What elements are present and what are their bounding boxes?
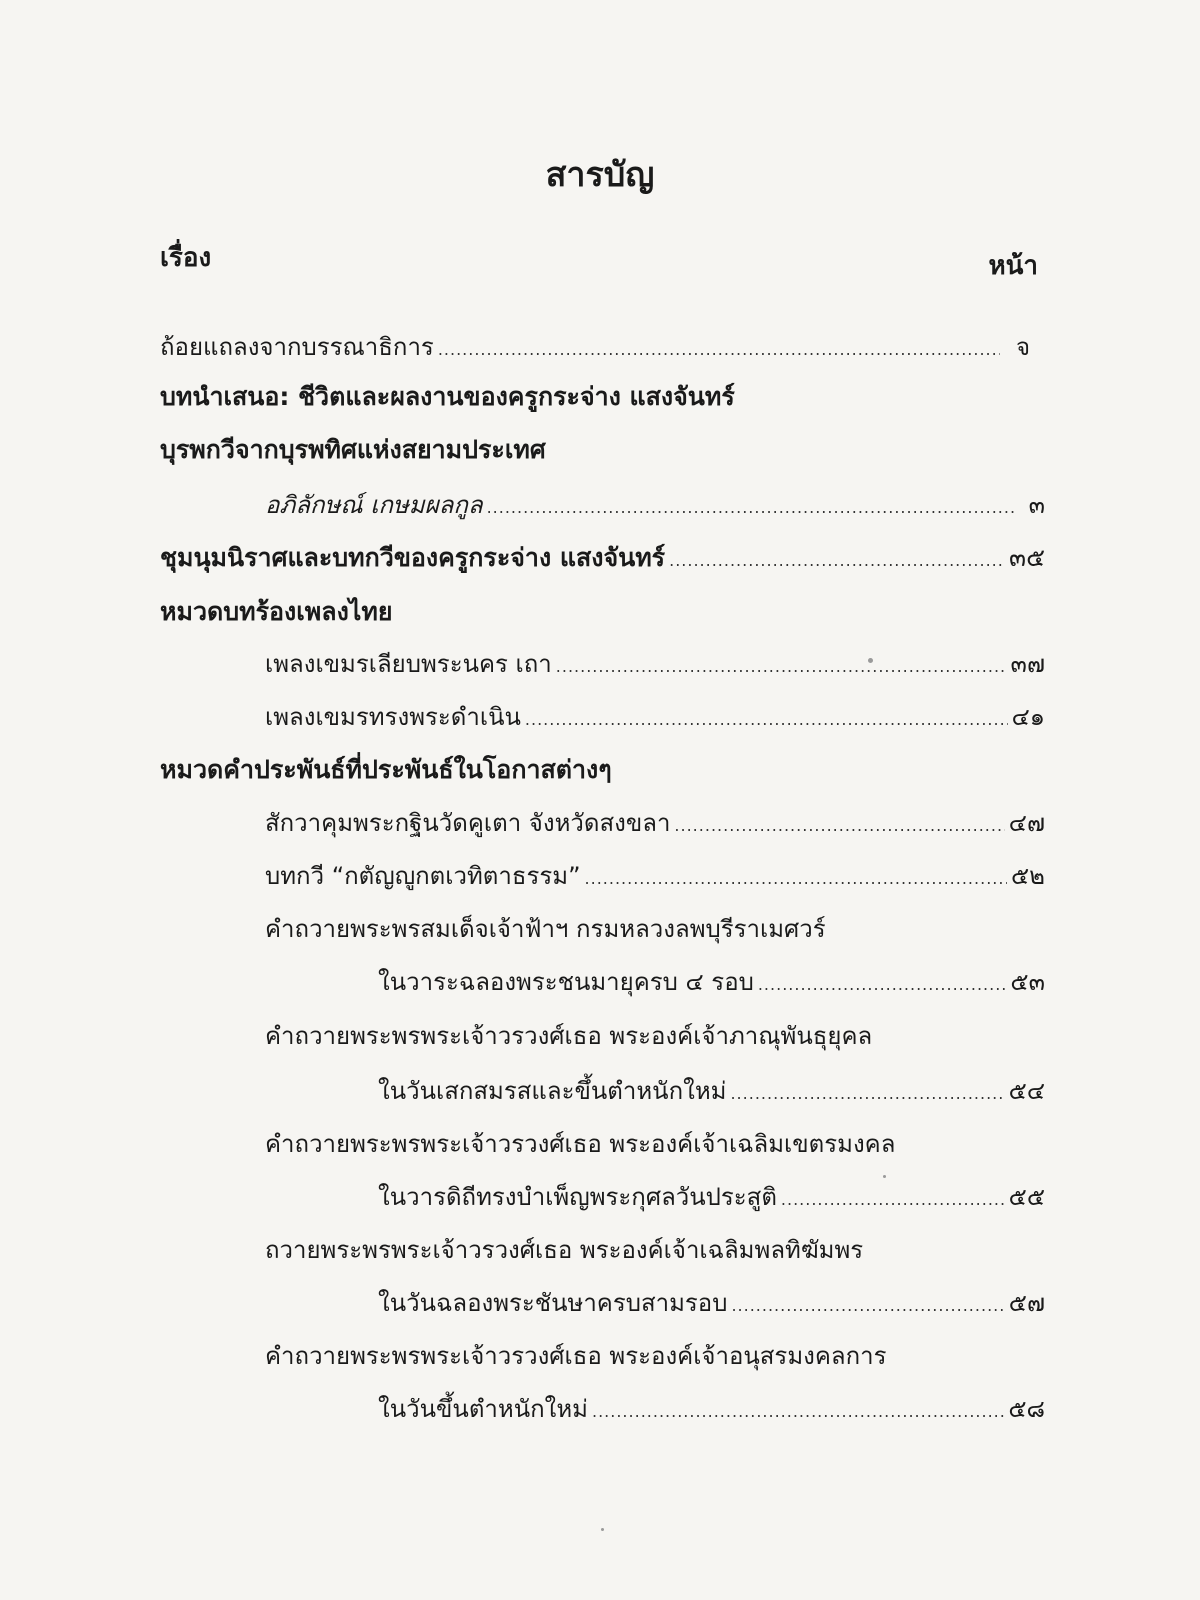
toc-entry[interactable] [160,538,1045,581]
toc-entry-label[interactable]: คำถวายพระพรพระเจ้าวรวงศ์เธอ พระองค์เจ้าอนุสรมงคลการ [265,1342,887,1370]
toc-section-heading[interactable]: หมวดคำประพันธ์ที่ประพันธ์ในโอกาสต่างๆ [160,755,612,784]
toc-entry-label[interactable]: คำถวายพระพรพระเจ้าวรวงศ์เธอ พระองค์เจ้าภาณุพันธุยุคล [265,1022,873,1050]
toc-leader-dots [781,1180,1005,1220]
column-header-topic: เรื่อง [160,243,212,273]
toc-entry-page: ๕๘ [1008,1395,1045,1423]
toc-entry-label[interactable]: ถวายพระพรพระเจ้าวรวงศ์เธอ พระองค์เจ้าเฉลิมพลทิฆัมพร [265,1236,864,1264]
toc-entry[interactable] [265,485,1045,528]
toc-entry[interactable] [160,327,1030,370]
toc-leader-dots [556,647,1007,687]
toc-entry-label: ชุมนุมนิราศและบทกวีของครูกระจ่าง แสงจันทร์ [160,543,666,572]
toc-leader-dots [669,541,1005,581]
toc-entry-label: ถ้อยแถลงจากบรรณาธิการ [160,333,434,361]
toc-entry-label[interactable]: คำถวายพระพรพระเจ้าวรวงศ์เธอ พระองค์เจ้าเฉลิมเขตรมงคล [265,1130,896,1158]
toc-entry-page: ๔๑ [1011,703,1045,731]
toc-entry-page: ๕๗ [1008,1289,1045,1317]
toc-leader-dots [731,1286,1004,1326]
toc-entry[interactable] [265,803,1045,846]
toc-entry-page: จ [1015,333,1030,361]
toc-entry-label: เพลงเขมรเลียบพระนคร เถา [265,650,552,678]
toc-entry[interactable] [378,962,1045,1005]
toc-entry-page: ๓ [1028,491,1045,519]
toc-entry-label: อภิลักษณ์ เกษมผลกูล [265,491,483,519]
toc-entry-page: ๓๕ [1008,543,1045,572]
toc-leader-dots [525,700,1008,740]
toc-leader-dots [585,859,1008,899]
toc-entry[interactable] [378,1071,1045,1114]
toc-entry-label: ในวันเสกสมรสและขึ้นตำหนักใหม่ [378,1077,727,1105]
page-title: สารบัญ [545,155,655,195]
toc-entry[interactable] [265,644,1045,687]
toc-leader-dots [438,330,1000,370]
toc-entry-page: ๕๓ [1010,968,1045,996]
toc-section-heading[interactable]: บทนำเสนอ: ชีวิตและผลงานของครูกระจ่าง แสงจันทร์ [160,382,735,411]
toc-entry[interactable] [378,1389,1045,1432]
toc-entry[interactable] [265,697,1045,740]
toc-entry-label: บทกวี “กตัญญูกตเวทิตาธรรม” [265,862,581,890]
toc-section-heading[interactable]: หมวดบทร้องเพลงไทย [160,597,393,626]
toc-entry[interactable] [265,856,1045,899]
toc-entry-page: ๓๗ [1010,650,1045,678]
toc-entry-label: ในวารดิถีทรงบำเพ็ญพระกุศลวันประสูติ [378,1183,777,1211]
toc-entry-page: ๕๒ [1011,862,1045,890]
toc-leader-dots [730,1074,1004,1114]
toc-entry-page: ๕๕ [1008,1183,1045,1211]
toc-entry-label[interactable]: คำถวายพระพรสมเด็จเจ้าฟ้าฯ กรมหลวงลพบุรีราเมศวร์ [265,915,826,943]
toc-leader-dots [674,806,1004,846]
toc-entry-label: เพลงเขมรทรงพระดำเนิน [265,703,521,731]
toc-entry-label: ในวาระฉลองพระชนมายุครบ ๔ รอบ [378,968,754,996]
toc-section-heading[interactable]: บุรพกวีจากบุรพทิศแห่งสยามประเทศ [160,435,546,464]
toc-entry[interactable] [378,1177,1045,1220]
toc-entry-label: ในวันฉลองพระชันษาครบสามรอบ [378,1289,728,1317]
toc-leader-dots [758,965,1007,1005]
toc-entry-page: ๔๗ [1008,809,1045,837]
column-header-page: หน้า [988,251,1038,281]
toc-entry-page: ๕๔ [1008,1077,1045,1105]
toc-entry-label: ในวันขึ้นตำหนักใหม่ [378,1395,588,1423]
toc-entry[interactable] [378,1283,1045,1326]
toc-entry-label: สักวาคุมพระกฐินวัดคูเตา จังหวัดสงขลา [265,809,671,837]
toc-leader-dots [592,1392,1004,1432]
toc-leader-dots [487,488,1015,528]
